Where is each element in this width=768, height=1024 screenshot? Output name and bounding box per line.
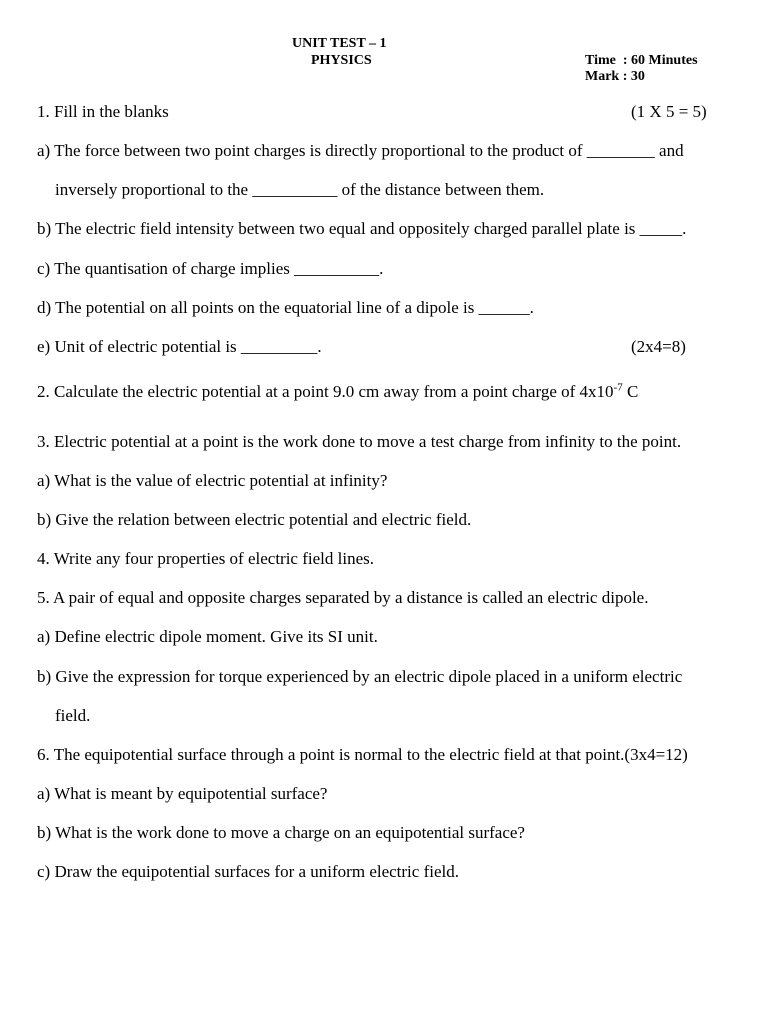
question-1a-line-2: inversely proportional to the __________ of the distance between them. [55,180,545,199]
question-1b: b) The electric field intensity between two equal and oppositely charged parallel plate is _____. [37,219,687,238]
mark-info: Mark : 30 [585,69,645,84]
question-2-text: 2. Calculate the electric potential at a point 9.0 cm away from a point charge of 4x10 [37,382,614,401]
question-5: 5. A pair of equal and opposite charges separated by a distance is called an electric dipole. [37,588,649,607]
question-1a-line-1: a) The force between two point charges is directly proportional to the product of ________ and [37,141,684,160]
question-1d: d) The potential on all points on the equatorial line of a dipole is ______. [37,298,534,317]
question-6: 6. The equipotential surface through a point is normal to the electric field at that point.(3x4=12) [37,745,688,764]
subject-title: PHYSICS [311,53,372,68]
question-2-unit: C [622,382,639,401]
question-6a: a) What is meant by equipotential surface? [37,784,328,803]
question-5b-line-1: b) Give the expression for torque experienced by an electric dipole placed in a uniform electric [37,667,683,686]
question-3b: b) Give the relation between electric potential and electric field. [37,510,472,529]
question-2-marks: (2x4=8) [631,337,686,356]
question-4: 4. Write any four properties of electric field lines. [37,549,374,568]
question-5b-line-2: field. [55,706,91,725]
question-3a: a) What is the value of electric potential at infinity? [37,471,388,490]
question-1e: e) Unit of electric potential is _________. [37,337,322,356]
question-5a: a) Define electric dipole moment. Give its SI unit. [37,627,378,646]
time-info: Time : 60 Minutes [585,53,698,68]
question-6b: b) What is the work done to move a charge on an equipotential surface? [37,823,525,842]
question-3: 3. Electric potential at a point is the work done to move a test charge from infinity to the point. [37,432,682,451]
question-2-exponent: -7 [613,381,623,394]
test-title: UNIT TEST – 1 [292,36,387,51]
question-6c: c) Draw the equipotential surfaces for a uniform electric field. [37,862,459,881]
question-1-marks: (1 X 5 = 5) [631,102,707,121]
question-1: 1. Fill in the blanks [37,102,169,121]
question-2 [37,382,638,402]
question-1c: c) The quantisation of charge implies __________. [37,259,384,278]
